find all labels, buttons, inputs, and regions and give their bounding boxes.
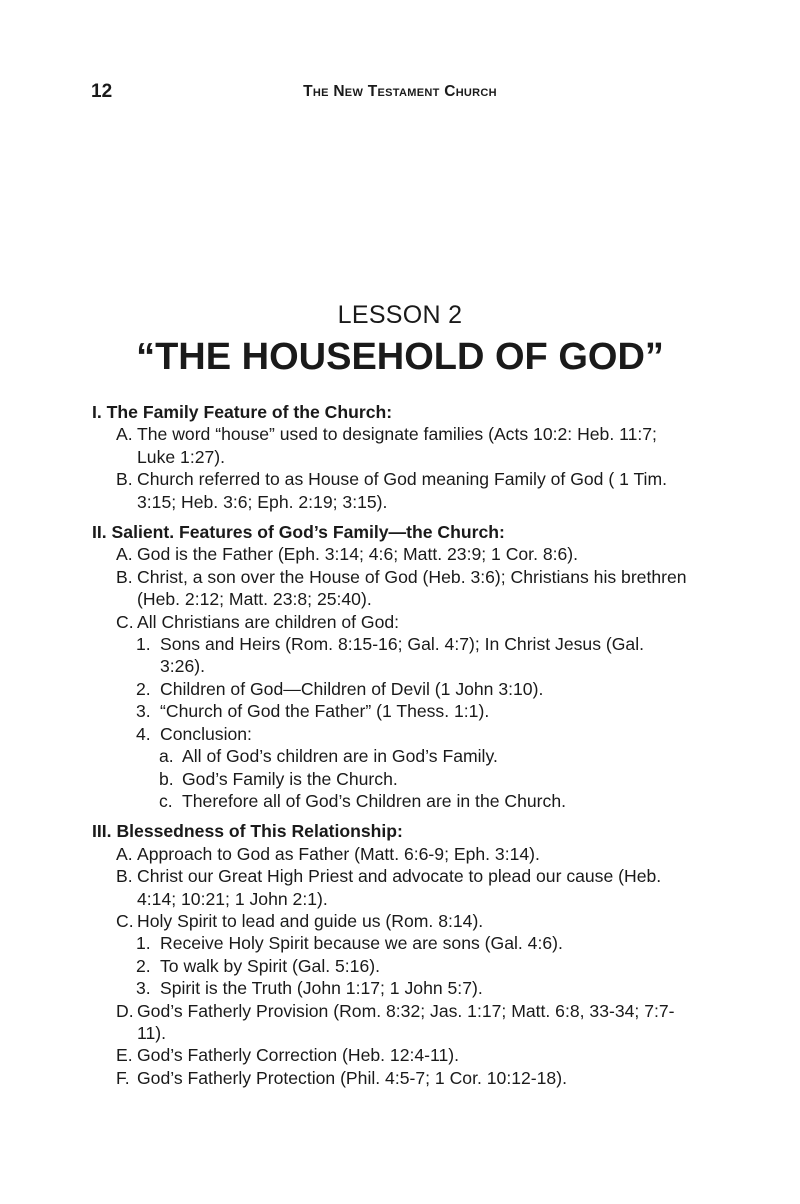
page-number: 12 xyxy=(91,81,113,102)
item-marker: C. xyxy=(116,910,134,931)
item-marker: A. xyxy=(116,424,133,445)
item-marker: B. xyxy=(116,469,133,490)
item-marker: C. xyxy=(116,611,134,632)
subsubitem-marker: b. xyxy=(159,768,174,789)
item-marker: A. xyxy=(116,544,133,565)
subitem-marker: 2. xyxy=(136,955,151,976)
outline-subitem xyxy=(92,678,692,700)
outline-item xyxy=(92,1067,692,1089)
subitem-text: “Church of God the Father” (1 Thess. 1:1). xyxy=(160,701,490,722)
outline-item xyxy=(92,865,692,910)
outline-subitem xyxy=(92,723,692,745)
outline-section xyxy=(92,521,692,812)
outline-section xyxy=(92,401,692,513)
outline-item xyxy=(92,543,692,565)
item-text: Christ, a son over the House of God (Heb. 3:6); Christians his brethren (Heb. 2:12; Matt. 23:8; 25:40). xyxy=(137,566,687,610)
subitem-marker: 1. xyxy=(136,634,151,655)
outline-subitem xyxy=(92,700,692,722)
outline-item xyxy=(92,1044,692,1066)
lesson-label: LESSON 2 xyxy=(337,301,463,329)
outline-item xyxy=(92,1000,692,1045)
outline-item xyxy=(92,468,692,513)
outline-item xyxy=(92,566,692,611)
item-marker: E. xyxy=(116,1045,133,1066)
item-marker: D. xyxy=(116,1000,134,1021)
outline-subitem xyxy=(92,955,692,977)
outline-subsubitem xyxy=(92,768,692,790)
subitem-text: To walk by Spirit (Gal. 5:16). xyxy=(160,955,380,976)
section-heading: I. The Family Feature of the Church: xyxy=(92,402,393,422)
outline-subsubitem xyxy=(92,790,692,812)
outline-item xyxy=(92,843,692,865)
subitem-marker: 3. xyxy=(136,701,151,722)
item-text: God’s Fatherly Protection (Phil. 4:5-7; 1 Cor. 10:12-18). xyxy=(137,1067,567,1088)
subitem-marker: 2. xyxy=(136,678,151,699)
subitem-marker: 4. xyxy=(136,723,151,744)
item-text: God is the Father (Eph. 3:14; 4:6; Matt. 23:9; 1 Cor. 8:6). xyxy=(137,544,579,565)
item-text: All Christians are children of God: xyxy=(137,611,400,632)
outline-item xyxy=(92,910,692,932)
item-text: Holy Spirit to lead and guide us (Rom. 8:14). xyxy=(137,910,484,931)
outline-subitem xyxy=(92,633,692,678)
subsubitem-marker: c. xyxy=(159,790,173,811)
running-title: The New Testament Church xyxy=(303,83,497,100)
subitem-text: Conclusion: xyxy=(160,723,252,744)
subitem-marker: 1. xyxy=(136,933,151,954)
subsubitem-text: All of God’s children are in God’s Family. xyxy=(182,746,498,767)
subitem-text: Sons and Heirs (Rom. 8:15-16; Gal. 4:7); In Christ Jesus (Gal. 3:26). xyxy=(160,634,645,677)
outline-subitem xyxy=(92,977,692,999)
outline-subitem xyxy=(92,932,692,954)
outline-section xyxy=(92,820,692,1089)
item-text: God’s Fatherly Provision (Rom. 8:32; Jas. 1:17; Matt. 6:8, 33-34; 7:7-11). xyxy=(137,1000,675,1043)
subitem-text: Spirit is the Truth (John 1:17; 1 John 5:7). xyxy=(160,978,483,999)
item-marker: B. xyxy=(116,566,133,587)
lesson-title: “THE HOUSEHOLD OF GOD” xyxy=(136,336,664,378)
section-heading: II. Salient. Features of God’s Family—the Church: xyxy=(92,522,505,543)
subsubitem-text: God’s Family is the Church. xyxy=(182,768,398,789)
item-marker: B. xyxy=(116,866,133,887)
section-heading: III. Blessedness of This Relationship: xyxy=(92,821,403,842)
item-text: Church referred to as House of God meaning Family of God ( 1 Tim. 3:15; Heb. 3:6; Eph. 2:19; 3:15). xyxy=(137,469,667,512)
item-text: Christ our Great High Priest and advocate to plead our cause (Heb. 4:14; 10:21; 1 John 2:1). xyxy=(137,866,662,909)
outline-item xyxy=(92,423,692,468)
item-text: God’s Fatherly Correction (Heb. 12:4-11). xyxy=(137,1045,460,1066)
subitem-text: Children of God—Children of Devil (1 John 3:10). xyxy=(160,678,544,699)
outline-item xyxy=(92,611,692,633)
item-text: The word “house” used to designate families (Acts 10:2: Heb. 11:7; Luke 1:27). xyxy=(137,424,657,467)
subsubitem-marker: a. xyxy=(159,746,174,767)
subitem-text: Receive Holy Spirit because we are sons (Gal. 4:6). xyxy=(160,933,563,954)
subsubitem-text: Therefore all of God’s Children are in the Church. xyxy=(182,790,567,811)
lesson-outline xyxy=(92,401,692,1097)
item-marker: F. xyxy=(116,1067,130,1088)
subitem-marker: 3. xyxy=(136,978,151,999)
item-marker: A. xyxy=(116,843,133,864)
outline-subsubitem xyxy=(92,745,692,767)
item-text: Approach to God as Father (Matt. 6:6-9; Eph. 3:14). xyxy=(137,843,540,864)
